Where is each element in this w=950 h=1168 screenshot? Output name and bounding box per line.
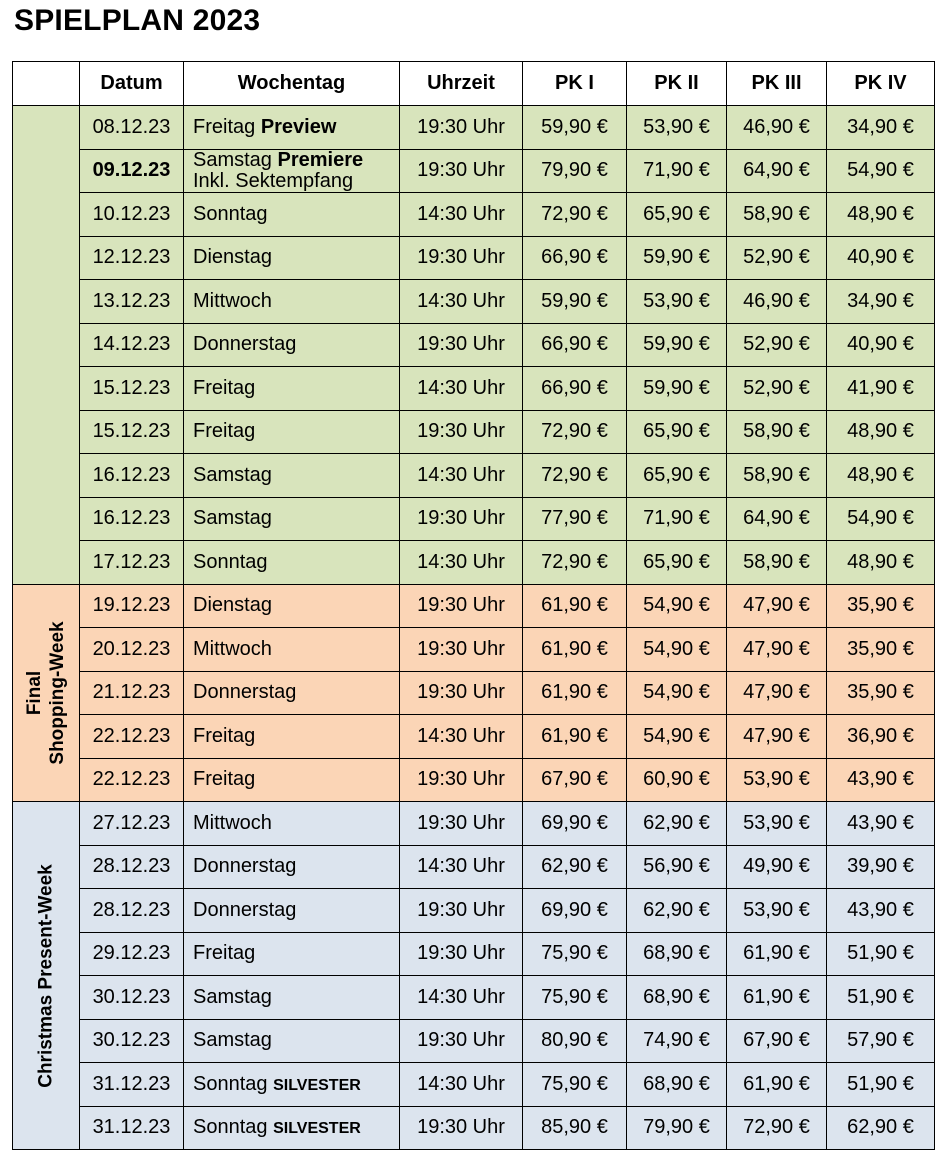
price-pk2-cell: 54,90 € — [627, 671, 727, 715]
price-pk3-cell: 53,90 € — [727, 758, 827, 802]
time-cell: 19:30 Uhr — [400, 236, 523, 280]
table-body — [13, 106, 935, 1150]
price-pk4-cell: 36,90 € — [827, 715, 935, 759]
table-row — [13, 497, 935, 541]
price-pk1-cell: 66,90 € — [523, 367, 627, 411]
time-cell: 14:30 Uhr — [400, 193, 523, 237]
price-pk1-cell: 66,90 € — [523, 323, 627, 367]
price-pk3-cell: 52,90 € — [727, 236, 827, 280]
date-cell: 10.12.23 — [80, 193, 184, 237]
weekday-text: Samstag — [193, 463, 272, 486]
price-pk2-cell: 54,90 € — [627, 584, 727, 628]
weekday-cell — [184, 758, 400, 802]
date-cell: 28.12.23 — [80, 889, 184, 933]
time-cell: 14:30 Uhr — [400, 454, 523, 498]
weekday-text: Mittwoch — [193, 637, 272, 660]
price-pk3-cell: 61,90 € — [727, 1063, 827, 1107]
table-row — [13, 149, 935, 193]
date-cell: 20.12.23 — [80, 628, 184, 672]
price-pk3-cell: 46,90 € — [727, 280, 827, 324]
table-row — [13, 454, 935, 498]
price-pk1-cell: 75,90 € — [523, 1063, 627, 1107]
price-pk2-cell: 65,90 € — [627, 541, 727, 585]
price-pk3-cell: 47,90 € — [727, 628, 827, 672]
time-cell: 19:30 Uhr — [400, 1106, 523, 1150]
group-label-line: Shopping-Week — [47, 621, 68, 765]
price-pk4-cell: 41,90 € — [827, 367, 935, 411]
weekday-cell — [184, 976, 400, 1020]
date-cell: 17.12.23 — [80, 541, 184, 585]
weekday-cell — [184, 541, 400, 585]
price-pk2-cell: 53,90 € — [627, 106, 727, 150]
price-pk4-cell: 51,90 € — [827, 932, 935, 976]
weekday-cell — [184, 323, 400, 367]
date-cell: 22.12.23 — [80, 715, 184, 759]
price-pk1-cell: 75,90 € — [523, 932, 627, 976]
event-note: SILVESTER — [273, 1076, 361, 1094]
event-subnote: Inkl. Sektempfang — [193, 169, 354, 192]
time-cell: 14:30 Uhr — [400, 367, 523, 411]
group-label-line: Final — [24, 670, 45, 715]
price-pk2-cell: 54,90 € — [627, 715, 727, 759]
date-cell: 31.12.23 — [80, 1106, 184, 1150]
table-row — [13, 1106, 935, 1150]
weekday-cell — [184, 671, 400, 715]
date-cell: 27.12.23 — [80, 802, 184, 846]
price-pk2-cell: 60,90 € — [627, 758, 727, 802]
price-pk2-cell: 65,90 € — [627, 410, 727, 454]
price-pk4-cell: 48,90 € — [827, 541, 935, 585]
date-cell: 12.12.23 — [80, 236, 184, 280]
weekday-text: Freitag — [193, 942, 256, 965]
date-cell: 15.12.23 — [80, 367, 184, 411]
weekday-text: Dienstag — [193, 594, 272, 617]
price-pk1-cell: 72,90 € — [523, 410, 627, 454]
time-cell: 19:30 Uhr — [400, 106, 523, 150]
price-pk4-cell: 54,90 € — [827, 497, 935, 541]
price-pk4-cell: 48,90 € — [827, 410, 935, 454]
table-row — [13, 410, 935, 454]
price-pk4-cell: 35,90 € — [827, 628, 935, 672]
time-cell: 19:30 Uhr — [400, 758, 523, 802]
price-pk3-cell: 49,90 € — [727, 845, 827, 889]
time-cell: 14:30 Uhr — [400, 845, 523, 889]
weekday-cell — [184, 802, 400, 846]
price-pk4-cell: 51,90 € — [827, 976, 935, 1020]
price-pk3-cell: 52,90 € — [727, 323, 827, 367]
date-cell: 22.12.23 — [80, 758, 184, 802]
price-pk2-cell: 68,90 € — [627, 1063, 727, 1107]
price-pk1-cell: 77,90 € — [523, 497, 627, 541]
price-pk2-cell: 59,90 € — [627, 236, 727, 280]
price-pk3-cell: 61,90 € — [727, 976, 827, 1020]
price-pk1-cell: 61,90 € — [523, 715, 627, 759]
price-pk3-cell: 64,90 € — [727, 497, 827, 541]
price-pk2-cell: 59,90 € — [627, 323, 727, 367]
price-pk4-cell: 39,90 € — [827, 845, 935, 889]
header-row — [13, 62, 935, 106]
date-cell: 31.12.23 — [80, 1063, 184, 1107]
table-row — [13, 584, 935, 628]
price-pk2-cell: 68,90 € — [627, 976, 727, 1020]
time-cell: 19:30 Uhr — [400, 497, 523, 541]
weekday-cell — [184, 628, 400, 672]
date-cell: 15.12.23 — [80, 410, 184, 454]
table-row — [13, 193, 935, 237]
price-pk3-cell: 67,90 € — [727, 1019, 827, 1063]
table-row — [13, 932, 935, 976]
weekday-cell — [184, 454, 400, 498]
date-cell: 16.12.23 — [80, 497, 184, 541]
price-pk2-cell: 71,90 € — [627, 497, 727, 541]
event-note: Premiere — [277, 148, 364, 171]
event-note: Preview — [260, 115, 337, 138]
price-pk1-cell: 75,90 € — [523, 976, 627, 1020]
weekday-cell — [184, 1063, 400, 1107]
weekday-text: Mittwoch — [193, 811, 272, 834]
price-pk4-cell: 35,90 € — [827, 584, 935, 628]
price-pk4-cell: 43,90 € — [827, 889, 935, 933]
price-pk4-cell: 57,90 € — [827, 1019, 935, 1063]
weekday-text: Freitag — [193, 768, 256, 791]
table-row — [13, 280, 935, 324]
time-cell: 19:30 Uhr — [400, 802, 523, 846]
price-pk2-cell: 71,90 € — [627, 149, 727, 193]
price-pk1-cell: 61,90 € — [523, 584, 627, 628]
price-pk3-cell: 64,90 € — [727, 149, 827, 193]
weekday-cell — [184, 845, 400, 889]
weekday-text: Dienstag — [193, 246, 272, 269]
weekday-text: Sonntag — [193, 202, 268, 225]
table-row — [13, 106, 935, 150]
price-pk4-cell: 35,90 € — [827, 671, 935, 715]
weekday-cell — [184, 367, 400, 411]
time-cell: 19:30 Uhr — [400, 932, 523, 976]
price-pk1-cell: 80,90 € — [523, 1019, 627, 1063]
weekday-text: Samstag — [193, 148, 272, 171]
group-cell-christmas — [13, 802, 80, 1150]
time-cell: 19:30 Uhr — [400, 410, 523, 454]
table-row — [13, 758, 935, 802]
weekday-text: Donnerstag — [193, 333, 297, 356]
price-pk3-cell: 58,90 € — [727, 193, 827, 237]
weekday-text: Sonntag — [193, 1072, 268, 1095]
table-row — [13, 845, 935, 889]
time-cell: 19:30 Uhr — [400, 889, 523, 933]
weekday-text: Freitag — [193, 115, 256, 138]
price-pk2-cell: 68,90 € — [627, 932, 727, 976]
price-pk3-cell: 47,90 € — [727, 671, 827, 715]
group-label — [23, 621, 69, 764]
price-pk4-cell: 43,90 € — [827, 802, 935, 846]
table-row — [13, 628, 935, 672]
weekday-cell — [184, 1106, 400, 1150]
price-pk2-cell: 62,90 € — [627, 889, 727, 933]
price-pk2-cell: 65,90 € — [627, 454, 727, 498]
weekday-cell — [184, 280, 400, 324]
header-pk4: PK IV — [827, 62, 935, 106]
weekday-cell — [184, 149, 400, 193]
date-cell: 28.12.23 — [80, 845, 184, 889]
header-time: Uhrzeit — [400, 62, 523, 106]
schedule-table — [12, 61, 935, 1150]
header-group — [13, 62, 80, 106]
price-pk1-cell: 85,90 € — [523, 1106, 627, 1150]
weekday-text: Samstag — [193, 507, 272, 530]
price-pk4-cell: 54,90 € — [827, 149, 935, 193]
price-pk4-cell: 40,90 € — [827, 236, 935, 280]
group-cell-preview — [13, 106, 80, 585]
price-pk1-cell: 72,90 € — [523, 454, 627, 498]
table-row — [13, 541, 935, 585]
price-pk3-cell: 52,90 € — [727, 367, 827, 411]
time-cell: 19:30 Uhr — [400, 628, 523, 672]
table-header — [13, 62, 935, 106]
weekday-text: Donnerstag — [193, 898, 297, 921]
date-cell: 16.12.23 — [80, 454, 184, 498]
price-pk1-cell: 72,90 € — [523, 541, 627, 585]
price-pk2-cell: 74,90 € — [627, 1019, 727, 1063]
weekday-cell — [184, 106, 400, 150]
weekday-cell — [184, 497, 400, 541]
weekday-text: Sonntag — [193, 550, 268, 573]
time-cell: 14:30 Uhr — [400, 280, 523, 324]
header-weekday: Wochentag — [184, 62, 400, 106]
price-pk1-cell: 59,90 € — [523, 280, 627, 324]
price-pk4-cell: 48,90 € — [827, 454, 935, 498]
date-cell: 29.12.23 — [80, 932, 184, 976]
header-pk2: PK II — [627, 62, 727, 106]
date-cell: 30.12.23 — [80, 1019, 184, 1063]
weekday-cell — [184, 932, 400, 976]
time-cell: 19:30 Uhr — [400, 149, 523, 193]
price-pk1-cell: 69,90 € — [523, 889, 627, 933]
time-cell: 14:30 Uhr — [400, 715, 523, 759]
price-pk1-cell: 59,90 € — [523, 106, 627, 150]
price-pk2-cell: 59,90 € — [627, 367, 727, 411]
price-pk3-cell: 47,90 € — [727, 584, 827, 628]
weekday-text: Samstag — [193, 985, 272, 1008]
table-row — [13, 1063, 935, 1107]
price-pk2-cell: 62,90 € — [627, 802, 727, 846]
weekday-cell — [184, 1019, 400, 1063]
price-pk1-cell: 61,90 € — [523, 628, 627, 672]
group-label-line: Christmas Present-Week — [35, 863, 57, 1088]
price-pk3-cell: 58,90 € — [727, 541, 827, 585]
time-cell: 14:30 Uhr — [400, 1063, 523, 1107]
date-cell: 08.12.23 — [80, 106, 184, 150]
table-row — [13, 236, 935, 280]
time-cell: 19:30 Uhr — [400, 1019, 523, 1063]
table-row — [13, 802, 935, 846]
weekday-cell — [184, 584, 400, 628]
table-row — [13, 323, 935, 367]
date-cell: 13.12.23 — [80, 280, 184, 324]
price-pk3-cell: 47,90 € — [727, 715, 827, 759]
weekday-cell — [184, 193, 400, 237]
weekday-text: Samstag — [193, 1029, 272, 1052]
price-pk4-cell: 62,90 € — [827, 1106, 935, 1150]
price-pk1-cell: 61,90 € — [523, 671, 627, 715]
table-row — [13, 715, 935, 759]
table-row — [13, 671, 935, 715]
header-pk3: PK III — [727, 62, 827, 106]
weekday-text: Mittwoch — [193, 289, 272, 312]
price-pk3-cell: 58,90 € — [727, 454, 827, 498]
price-pk3-cell: 61,90 € — [727, 932, 827, 976]
price-pk1-cell: 79,90 € — [523, 149, 627, 193]
time-cell: 19:30 Uhr — [400, 671, 523, 715]
weekday-text: Freitag — [193, 420, 256, 443]
date-cell: 30.12.23 — [80, 976, 184, 1020]
time-cell: 14:30 Uhr — [400, 541, 523, 585]
price-pk4-cell: 34,90 € — [827, 280, 935, 324]
table-row — [13, 1019, 935, 1063]
group-cell-final — [13, 584, 80, 802]
price-pk2-cell: 54,90 € — [627, 628, 727, 672]
price-pk4-cell: 51,90 € — [827, 1063, 935, 1107]
price-pk4-cell: 40,90 € — [827, 323, 935, 367]
weekday-cell — [184, 889, 400, 933]
price-pk1-cell: 72,90 € — [523, 193, 627, 237]
date-cell: 19.12.23 — [80, 584, 184, 628]
price-pk1-cell: 62,90 € — [523, 845, 627, 889]
time-cell: 14:30 Uhr — [400, 976, 523, 1020]
date-cell: 21.12.23 — [80, 671, 184, 715]
weekday-text: Donnerstag — [193, 681, 297, 704]
price-pk2-cell: 53,90 € — [627, 280, 727, 324]
table-row — [13, 889, 935, 933]
weekday-text: Freitag — [193, 376, 256, 399]
price-pk3-cell: 58,90 € — [727, 410, 827, 454]
price-pk4-cell: 43,90 € — [827, 758, 935, 802]
price-pk1-cell: 69,90 € — [523, 802, 627, 846]
price-pk3-cell: 53,90 € — [727, 802, 827, 846]
table-row — [13, 367, 935, 411]
header-pk1: PK I — [523, 62, 627, 106]
price-pk2-cell: 79,90 € — [627, 1106, 727, 1150]
event-note: SILVESTER — [273, 1120, 361, 1138]
group-label — [35, 864, 58, 1088]
price-pk4-cell: 34,90 € — [827, 106, 935, 150]
price-pk3-cell: 53,90 € — [727, 889, 827, 933]
weekday-cell — [184, 715, 400, 759]
price-pk4-cell: 48,90 € — [827, 193, 935, 237]
table-row — [13, 976, 935, 1020]
price-pk1-cell: 66,90 € — [523, 236, 627, 280]
price-pk3-cell: 46,90 € — [727, 106, 827, 150]
weekday-cell — [184, 236, 400, 280]
price-pk1-cell: 67,90 € — [523, 758, 627, 802]
price-pk2-cell: 56,90 € — [627, 845, 727, 889]
time-cell: 19:30 Uhr — [400, 323, 523, 367]
weekday-cell — [184, 410, 400, 454]
date-cell: 09.12.23 — [80, 149, 184, 193]
page-title: SPIELPLAN 2023 — [14, 4, 261, 37]
price-pk3-cell: 72,90 € — [727, 1106, 827, 1150]
weekday-text: Sonntag — [193, 1116, 268, 1139]
date-cell: 14.12.23 — [80, 323, 184, 367]
price-pk2-cell: 65,90 € — [627, 193, 727, 237]
weekday-text: Donnerstag — [193, 855, 297, 878]
time-cell: 19:30 Uhr — [400, 584, 523, 628]
weekday-text: Freitag — [193, 724, 256, 747]
header-date: Datum — [80, 62, 184, 106]
